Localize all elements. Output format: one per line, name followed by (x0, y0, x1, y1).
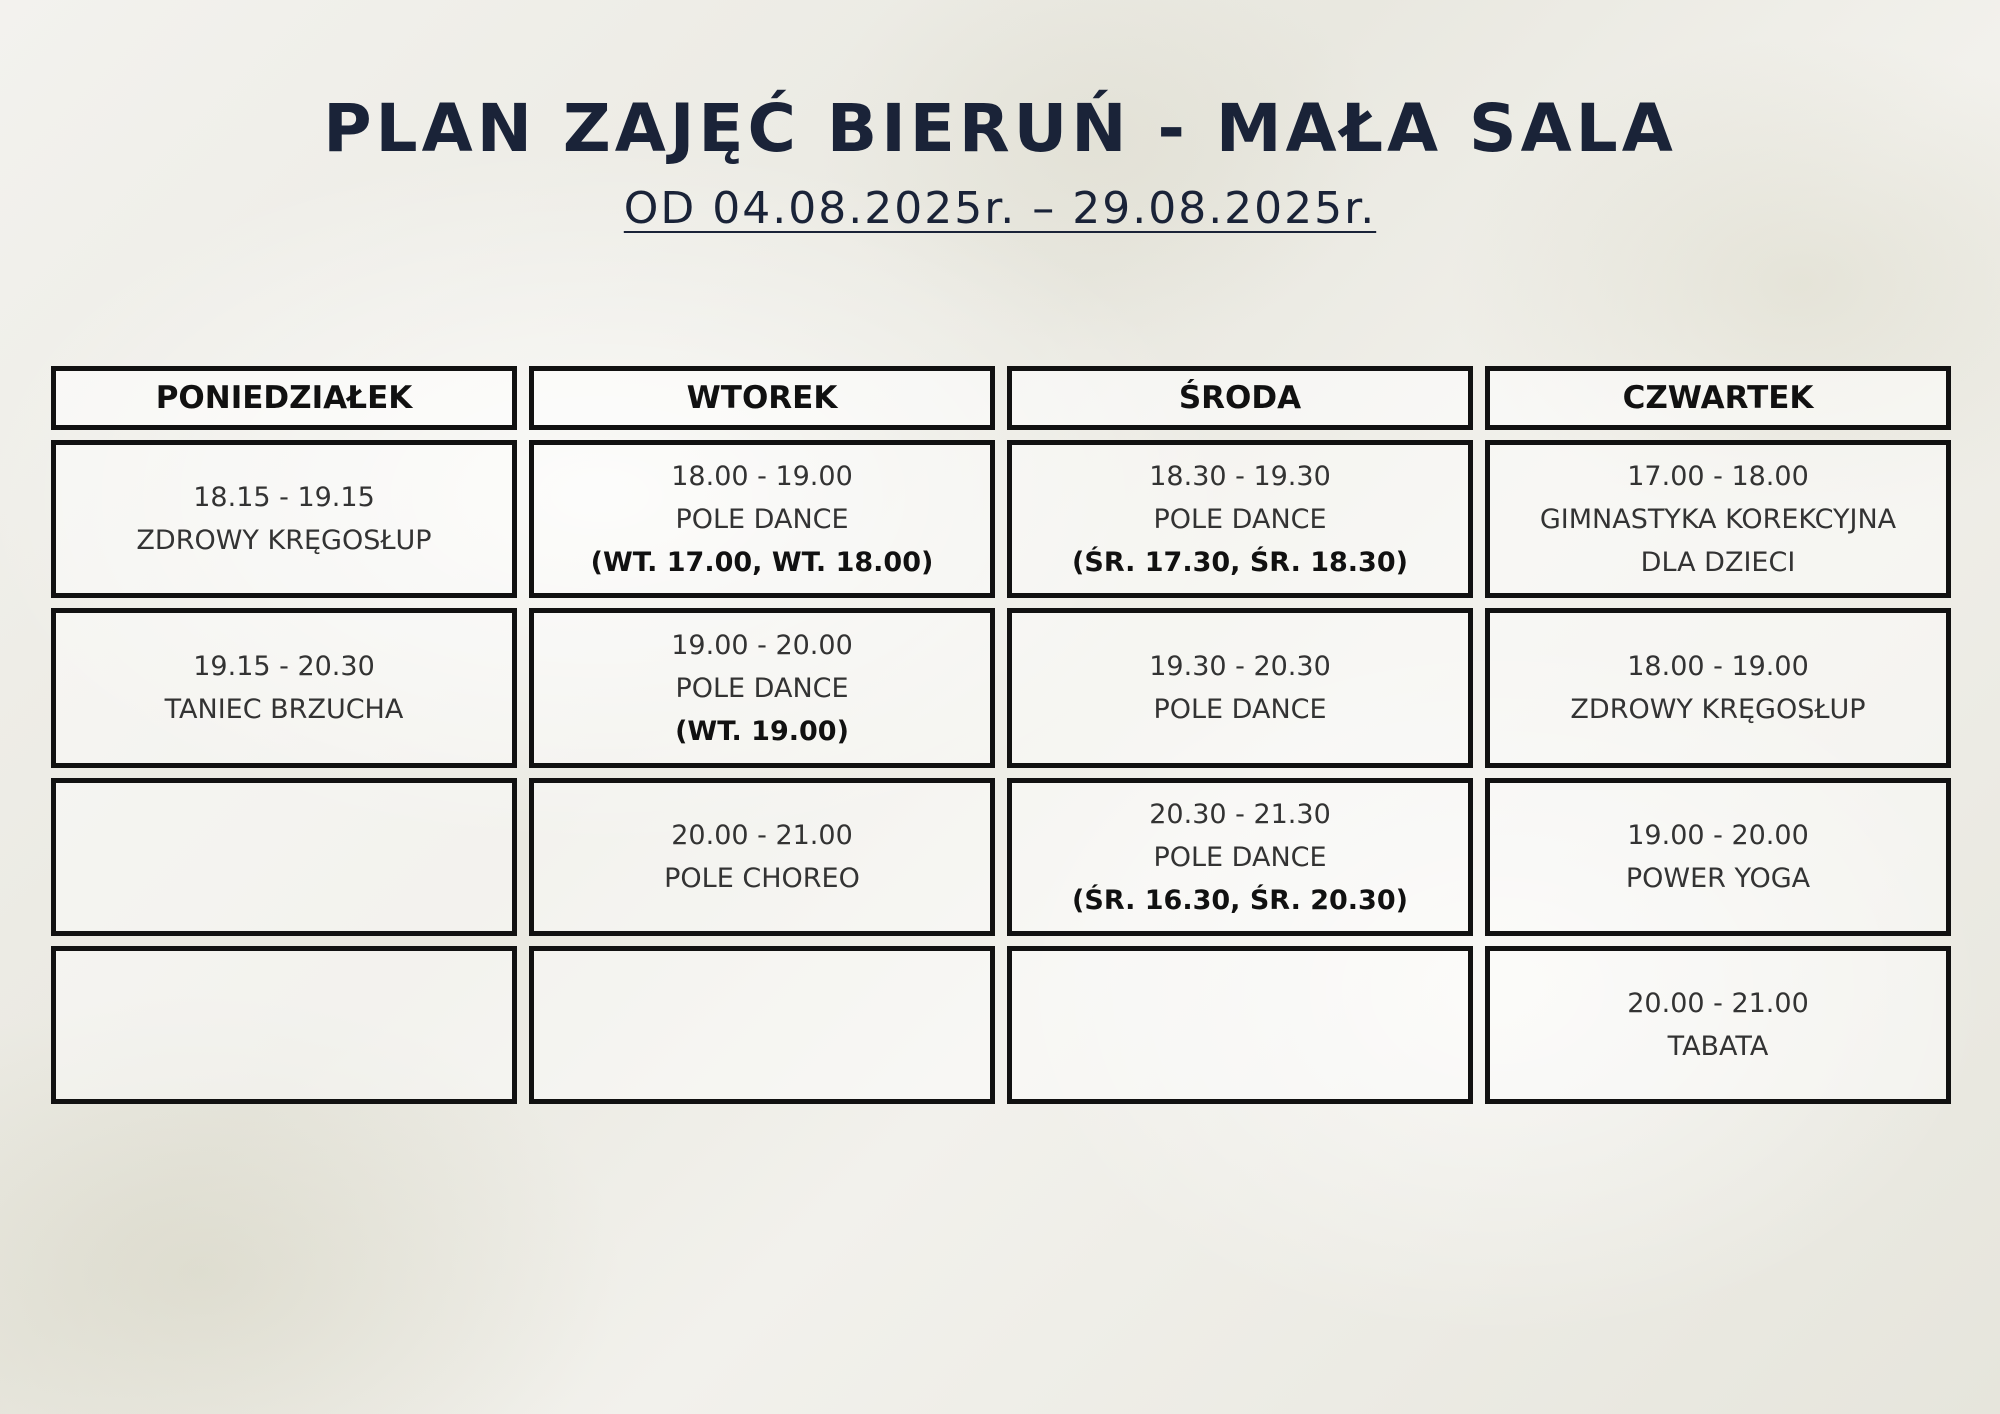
class-name: POLE DANCE (1153, 503, 1327, 535)
class-cell (529, 608, 995, 768)
class-name: POLE DANCE (675, 672, 849, 704)
class-name: ZDROWY KRĘGOSŁUP (1570, 694, 1866, 725)
class-cell (1485, 608, 1951, 768)
class-cell (1485, 946, 1951, 1104)
class-note: (WT. 17.00, WT. 18.00) (590, 546, 934, 578)
class-time: 19.15 - 20.30 (193, 651, 375, 682)
date-range-text: OD 04.08.2025r. – 29.08.2025r. (623, 183, 1377, 234)
class-time: 18.00 - 19.00 (671, 460, 853, 492)
class-name: POLE CHOREO (664, 863, 860, 894)
header-thursday: CZWARTEK (1485, 366, 1951, 430)
class-name: POLE DANCE (1153, 694, 1327, 725)
class-time: 19.00 - 20.00 (671, 629, 853, 661)
class-time: 20.30 - 21.30 (1149, 798, 1331, 830)
class-name: TABATA (1667, 1031, 1769, 1062)
header-wednesday: ŚRODA (1007, 366, 1473, 430)
class-time: 19.30 - 20.30 (1149, 651, 1331, 682)
class-cell (529, 778, 995, 936)
class-cell (1007, 608, 1473, 768)
empty-cell (1007, 946, 1473, 1104)
page-title: PLAN ZAJĘĆ BIERUŃ - MAŁA SALA (323, 90, 1677, 167)
class-cell (1485, 778, 1951, 936)
class-time: 19.00 - 20.00 (1627, 820, 1809, 851)
class-cell (1007, 778, 1473, 936)
class-name: ZDROWY KRĘGOSŁUP (136, 525, 432, 556)
class-cell (51, 608, 517, 768)
class-time: 18.15 - 19.15 (193, 482, 375, 513)
class-time: 18.00 - 19.00 (1627, 651, 1809, 682)
class-name: POWER YOGA (1625, 863, 1811, 894)
class-name: POLE DANCE (1153, 841, 1327, 873)
class-time: 20.00 - 21.00 (1627, 988, 1809, 1019)
header-monday: PONIEDZIAŁEK (51, 366, 517, 430)
header-tuesday: WTOREK (529, 366, 995, 430)
empty-cell (51, 946, 517, 1104)
class-note: (ŚR. 17.30, ŚR. 18.30) (1072, 546, 1408, 578)
class-cell (529, 440, 995, 598)
class-name: POLE DANCE (675, 503, 849, 535)
date-range (0, 183, 2000, 234)
class-name: GIMNASTYKA KOREKCYJNA (1539, 503, 1897, 535)
class-name-line2: DLA DZIECI (1640, 546, 1796, 578)
class-cell (51, 440, 517, 598)
class-time: 20.00 - 21.00 (671, 820, 853, 851)
class-cell (1485, 440, 1951, 598)
class-time: 17.00 - 18.00 (1627, 460, 1809, 492)
class-note: (ŚR. 16.30, ŚR. 20.30) (1072, 884, 1408, 916)
class-note: (WT. 19.00) (675, 715, 849, 747)
empty-cell (529, 946, 995, 1104)
class-time: 18.30 - 19.30 (1149, 460, 1331, 492)
class-cell (1007, 440, 1473, 598)
class-name: TANIEC BRZUCHA (164, 694, 404, 725)
empty-cell (51, 778, 517, 936)
